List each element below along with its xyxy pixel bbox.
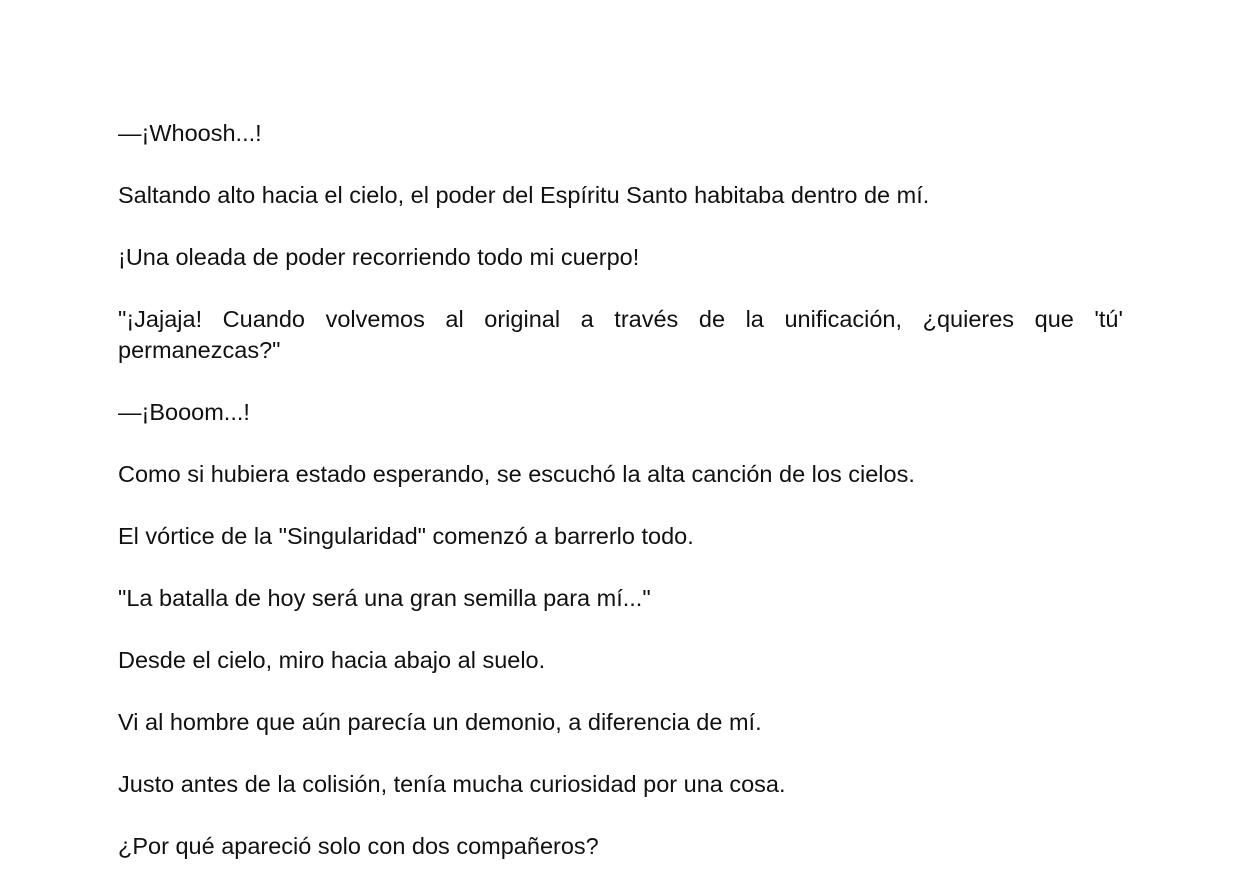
- paragraph: —¡Booom...!: [118, 399, 250, 425]
- paragraph: Desde el cielo, miro hacia abajo al suelo.: [118, 647, 546, 673]
- paragraph: Justo antes de la colisión, tenía mucha curiosidad por una cosa.: [118, 771, 786, 797]
- paragraph: "¡Jajaja! Cuando volvemos al original a través de la unificación, ¿quieres que 'tú' permanezcas?": [118, 306, 1123, 363]
- paragraph: ¡Una oleada de poder recorriendo todo mi cuerpo!: [118, 244, 640, 270]
- document-body: [118, 118, 1123, 893]
- paragraph: —¡Whoosh...!: [118, 120, 262, 146]
- paragraph: El vórtice de la "Singularidad" comenzó a barrerlo todo.: [118, 523, 694, 549]
- paragraph: Como si hubiera estado esperando, se escuchó la alta canción de los cielos.: [118, 461, 915, 487]
- paragraph: Vi al hombre que aún parecía un demonio, a diferencia de mí.: [118, 709, 762, 735]
- paragraph: Saltando alto hacia el cielo, el poder del Espíritu Santo habitaba dentro de mí.: [118, 182, 930, 208]
- paragraph: ¿Por qué apareció solo con dos compañeros?: [118, 833, 599, 859]
- paragraph: "La batalla de hoy será una gran semilla para mí...": [118, 585, 651, 611]
